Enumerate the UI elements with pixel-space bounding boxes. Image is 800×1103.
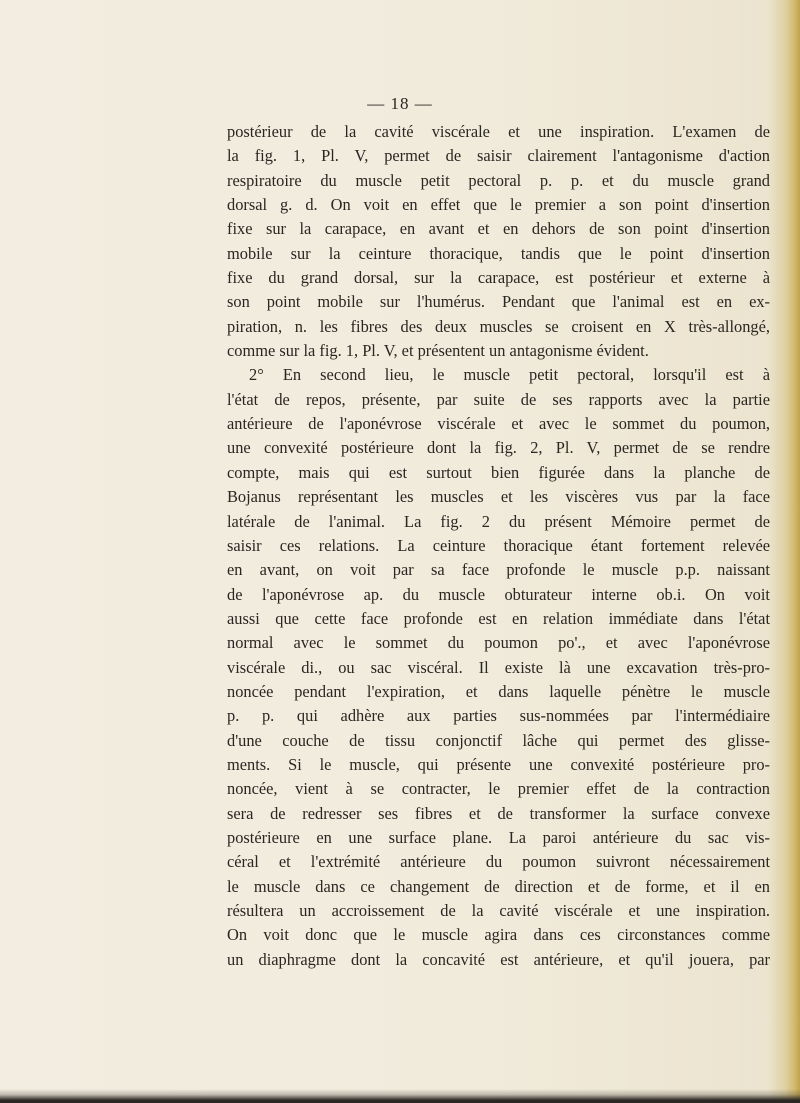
text-line: fixe du grand dorsal, sur la carapace, est postérieur et externe à <box>227 268 770 288</box>
page-number: — 18 — <box>367 94 433 113</box>
text-line: céral et l'extrémité antérieure du poumon suivront nécessairement <box>227 852 770 872</box>
text-line: antérieure de l'aponévrose viscérale et avec le sommet du poumon, <box>227 414 770 434</box>
text-line: comme sur la fig. 1, Pl. V, et présentent un antagonisme évident. <box>227 341 649 361</box>
page-edge-bottom <box>0 1089 800 1103</box>
text-line: noncée, vient à se contracter, le premier effet de la contraction <box>227 779 770 799</box>
text-line: mobile sur la ceinture thoracique, tandis que le point d'insertion <box>227 243 770 263</box>
text-line: en avant, on voit par sa face profonde le muscle p.p. naissant <box>227 560 770 580</box>
text-line: ments. Si le muscle, qui présente une convexité postérieure pro- <box>227 754 770 774</box>
text-line: fixe sur la carapace, en avant et en dehors de son point d'insertion <box>227 219 770 239</box>
text-line: normal avec le sommet du poumon po'., et avec l'aponévrose <box>227 633 770 653</box>
text-line: viscérale di., ou sac viscéral. Il existe là une excavation très-pro- <box>227 657 770 677</box>
text-line: résultera un accroissement de la cavité viscérale et une inspiration. <box>227 901 770 920</box>
text-line: Bojanus représentant les muscles et les viscères vus par la face <box>227 487 770 507</box>
text-line: p. p. qui adhère aux parties sus-nommées par l'intermédiaire <box>227 706 770 726</box>
text-line: le muscle dans ce changement de direction et de forme, et il en <box>227 876 770 896</box>
text-line: postérieure en une surface plane. La paroi antérieure du sac vis- <box>227 827 770 847</box>
text-line: sera de redresser ses fibres et de transformer la surface convexe <box>227 803 770 823</box>
text-line: latérale de l'animal. La fig. 2 du présent Mémoire permet de <box>227 511 770 531</box>
text-line: un diaphragme dont la concavité est antérieure, et qu'il jouera, par <box>227 949 770 969</box>
text-line: compte, mais qui est surtout bien figurée dans la planche de <box>227 462 770 482</box>
text-line: noncée pendant l'expiration, et dans laquelle pénètre le muscle <box>227 681 770 701</box>
text-line: l'état de repos, présente, par suite de ses rapports avec la partie <box>227 389 770 409</box>
text-line: On voit donc que le muscle agira dans ces circonstances comme <box>227 925 770 945</box>
text-line: une convexité postérieure dont la fig. 2, Pl. V, permet de se rendre <box>227 438 770 458</box>
body-text <box>227 120 770 972</box>
text-line: la fig. 1, Pl. V, permet de saisir clairement l'antagonisme d'action <box>227 146 770 166</box>
text-line: 2° En second lieu, le muscle petit pectoral, lorsqu'il est à <box>249 365 770 385</box>
text-line: aussi que cette face profonde est en relation immédiate dans l'état <box>227 608 770 628</box>
text-line: saisir ces relations. La ceinture thoracique étant fortement relevée <box>227 535 770 555</box>
text-line: respiratoire du muscle petit pectoral p. p. et du muscle grand <box>227 170 770 190</box>
text-line: piration, n. les fibres des deux muscles se croisent en X très-allongé, <box>227 316 770 336</box>
text-line: son point mobile sur l'humérus. Pendant que l'animal est en ex- <box>227 292 770 312</box>
text-line: de l'aponévrose ap. du muscle obturateur interne ob.i. On voit <box>227 584 770 604</box>
text-line: postérieur de la cavité viscérale et une inspiration. L'examen de <box>227 122 770 141</box>
page-edge-right <box>786 0 800 1103</box>
text-line: d'une couche de tissu conjonctif lâche qui permet des glisse- <box>227 730 770 750</box>
text-line: dorsal g. d. On voit en effet que le premier a son point d'insertion <box>227 195 770 215</box>
